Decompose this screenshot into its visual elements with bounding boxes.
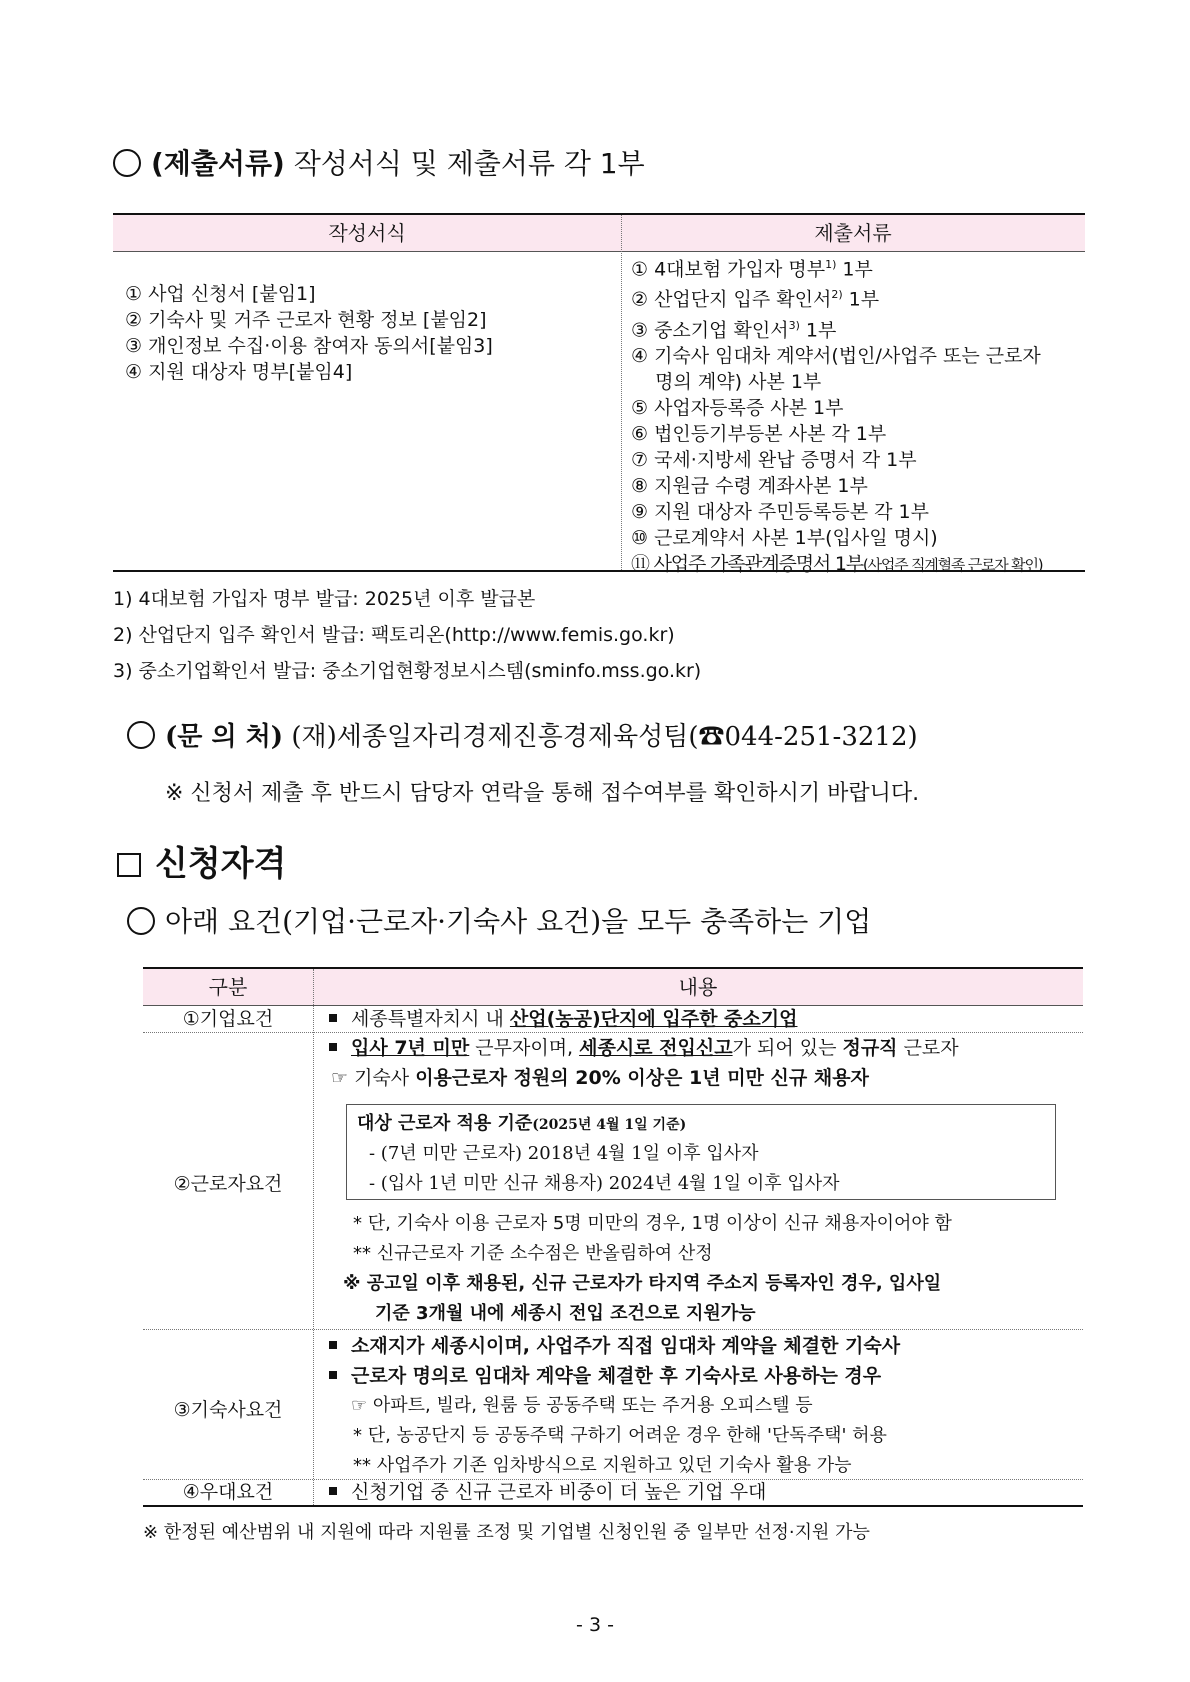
- row-label-dorm: ③기숙사요건: [173, 1399, 283, 1421]
- docs-table: [113, 213, 1085, 575]
- column-divider: [313, 969, 314, 1505]
- footnote: 2) 산업단지 입주 확인서 발급: 팩토리온(http://www.femis.go.kr): [113, 624, 675, 646]
- doc-item: ④ 기숙사 임대차 계약서(법인/사업주 또는 근로자: [631, 344, 1041, 367]
- row-label-company: ①기업요건: [182, 1008, 274, 1030]
- square-bullet-icon: [117, 853, 141, 877]
- contact-note: ※ 신청서 제출 후 반드시 담당자 연락을 통해 접수여부를 확인하시기 바랍니다.: [165, 781, 920, 806]
- dorm-requirement: 근로자 명의로 임대차 계약을 체결한 후 기숙사로 사용하는 경우: [325, 1361, 881, 1391]
- eligibility-subheading: 아래 요건(기업·근로자·기숙사 요건)을 모두 충족하는 기업: [127, 900, 871, 940]
- dorm-note: * 단, 농공단지 등 공동주택 구하기 어려운 경우 한해 '단독주택' 허용: [353, 1425, 887, 1446]
- criteria-title: 대상 근로자 적용 기준(2025년 4월 1일 기준): [357, 1113, 687, 1134]
- doc-item: ⑧ 지원금 수령 계좌사본 1부: [631, 474, 868, 497]
- criteria-line: - (7년 미만 근로자) 2018년 4월 1일 이후 입사자: [369, 1143, 759, 1164]
- form-item: ③ 개인정보 수집·이용 참여자 동의서[붙임3]: [125, 335, 493, 357]
- docs-list: [631, 252, 1042, 578]
- footnote: 1) 4대보험 가입자 명부 발급: 2025년 이후 발급본: [113, 588, 536, 610]
- doc-item: ③ 중소기업 확인서$^{3)}$ 1부: [631, 318, 837, 341]
- criteria-line: - (입사 1년 미만 신규 채용자) 2024년 4월 1일 이후 입사자: [369, 1173, 840, 1194]
- docs-section-heading: [113, 142, 645, 182]
- worker-note-important: 기준 3개월 내에 세종시 전입 조건으로 지원가능: [375, 1303, 756, 1324]
- eligibility-heading: 신청자격: [117, 836, 286, 885]
- dorm-requirement: 소재지가 세종시이며, 사업주가 직접 임대차 계약을 체결한 기숙사: [325, 1331, 900, 1361]
- worker-requirement-line1: 입사 7년 미만 근무자이며, 세종시로 전입신고가 되어 있는 정규직 근로자: [325, 1033, 959, 1063]
- worker-note: ** 신규근로자 기준 소수점은 반올림하여 산정: [353, 1243, 713, 1264]
- page-number: - 3 -: [576, 1614, 614, 1636]
- criteria-box: [346, 1104, 1056, 1200]
- company-requirement: 세종특별자치시 내 산업(농공)단지에 입주한 중소기업: [325, 1006, 797, 1032]
- doc-item: ② 산업단지 입주 확인서$^{2)}$ 1부: [631, 288, 880, 311]
- form-item: ④ 지원 대상자 명부[붙임4]: [125, 361, 353, 383]
- dorm-note: ** 사업주가 기존 임차방식으로 지원하고 있던 기숙사 활용 가능: [353, 1455, 852, 1476]
- doc-item: ⑪ 사업주 가족관계증명서 1부(사업주 직계혈족 근로자 확인): [631, 552, 1043, 575]
- doc-item: ⑩ 근로계약서 사본 1부(입사일 명시): [631, 526, 938, 549]
- form-item: ① 사업 신청서 [붙임1]: [125, 283, 316, 305]
- priority-requirement: 신청기업 중 신규 근로자 비중이 더 높은 기업 우대: [325, 1480, 766, 1504]
- docs-column-header: 제출서류: [814, 221, 892, 245]
- worker-note: * 단, 기숙사 이용 근로자 5명 미만의 경우, 1명 이상이 신규 채용자이어야 함: [353, 1213, 952, 1234]
- row-divider: [143, 1329, 1083, 1330]
- column-divider: [621, 215, 622, 570]
- contact-line: [127, 716, 918, 753]
- doc-item: ⑤ 사업자등록증 사본 1부: [631, 396, 844, 419]
- circle-bullet-icon: [127, 721, 155, 749]
- square-bullet-icon: [329, 1371, 337, 1379]
- square-bullet-icon: [329, 1487, 337, 1495]
- contact-org: (재)세종일자리경제진흥경제육성팀(: [283, 722, 699, 752]
- doc-item: ⑦ 국세·지방세 완납 증명서 각 1부: [631, 448, 917, 471]
- square-bullet-icon: [329, 1014, 337, 1022]
- eligibility-footer-note: ※ 한정된 예산범위 내 지원에 따라 지원률 조정 및 기업별 신청인원 중 일부만 선정·지원 가능: [143, 1522, 870, 1543]
- square-bullet-icon: [329, 1043, 337, 1051]
- footnote: 3) 중소기업확인서 발급: 중소기업현황정보시스템(sminfo.mss.go.kr): [113, 660, 702, 682]
- worker-note-important: ※ 공고일 이후 채용된, 신규 근로자가 타지역 주소지 등록자인 경우, 입사일: [343, 1273, 942, 1294]
- contact-label: (문 의 처): [165, 722, 284, 752]
- worker-requirement-line2: ☞ 기숙사 이용근로자 정원의 20% 이상은 1년 미만 신규 채용자: [331, 1067, 869, 1089]
- docs-heading-text: 작성서식 및 제출서류 각 1부: [284, 147, 645, 180]
- category-column-header: 구분: [208, 975, 248, 999]
- form-item: ② 기숙사 및 거주 근로자 현황 정보 [붙임2]: [125, 309, 487, 331]
- doc-item: 명의 계약) 사본 1부: [631, 370, 822, 393]
- circle-bullet-icon: [127, 907, 155, 935]
- doc-item: ⑨ 지원 대상자 주민등록등본 각 1부: [631, 500, 929, 523]
- row-label-worker: ②근로자요건: [173, 1173, 283, 1195]
- doc-item: ⑥ 법인등기부등본 사본 각 1부: [631, 422, 887, 445]
- docs-heading-label: (제출서류): [151, 147, 285, 180]
- forms-list: [125, 281, 493, 385]
- contact-phone: 044-251-3212): [724, 722, 918, 752]
- square-bullet-icon: [329, 1341, 337, 1349]
- eligibility-table: [143, 967, 1083, 1507]
- phone-icon: ☎: [698, 722, 725, 752]
- doc-item: ① 4대보험 가입자 명부$^{1)}$ 1부: [631, 258, 873, 281]
- forms-column-header: 작성서식: [328, 221, 406, 245]
- row-label-priority: ④우대요건: [182, 1481, 274, 1503]
- dorm-example: ☞ 아파트, 빌라, 원룸 등 공동주택 또는 주거용 오피스텔 등: [351, 1395, 813, 1416]
- content-column-header: 내용: [678, 975, 718, 999]
- circle-bullet-icon: [113, 149, 141, 177]
